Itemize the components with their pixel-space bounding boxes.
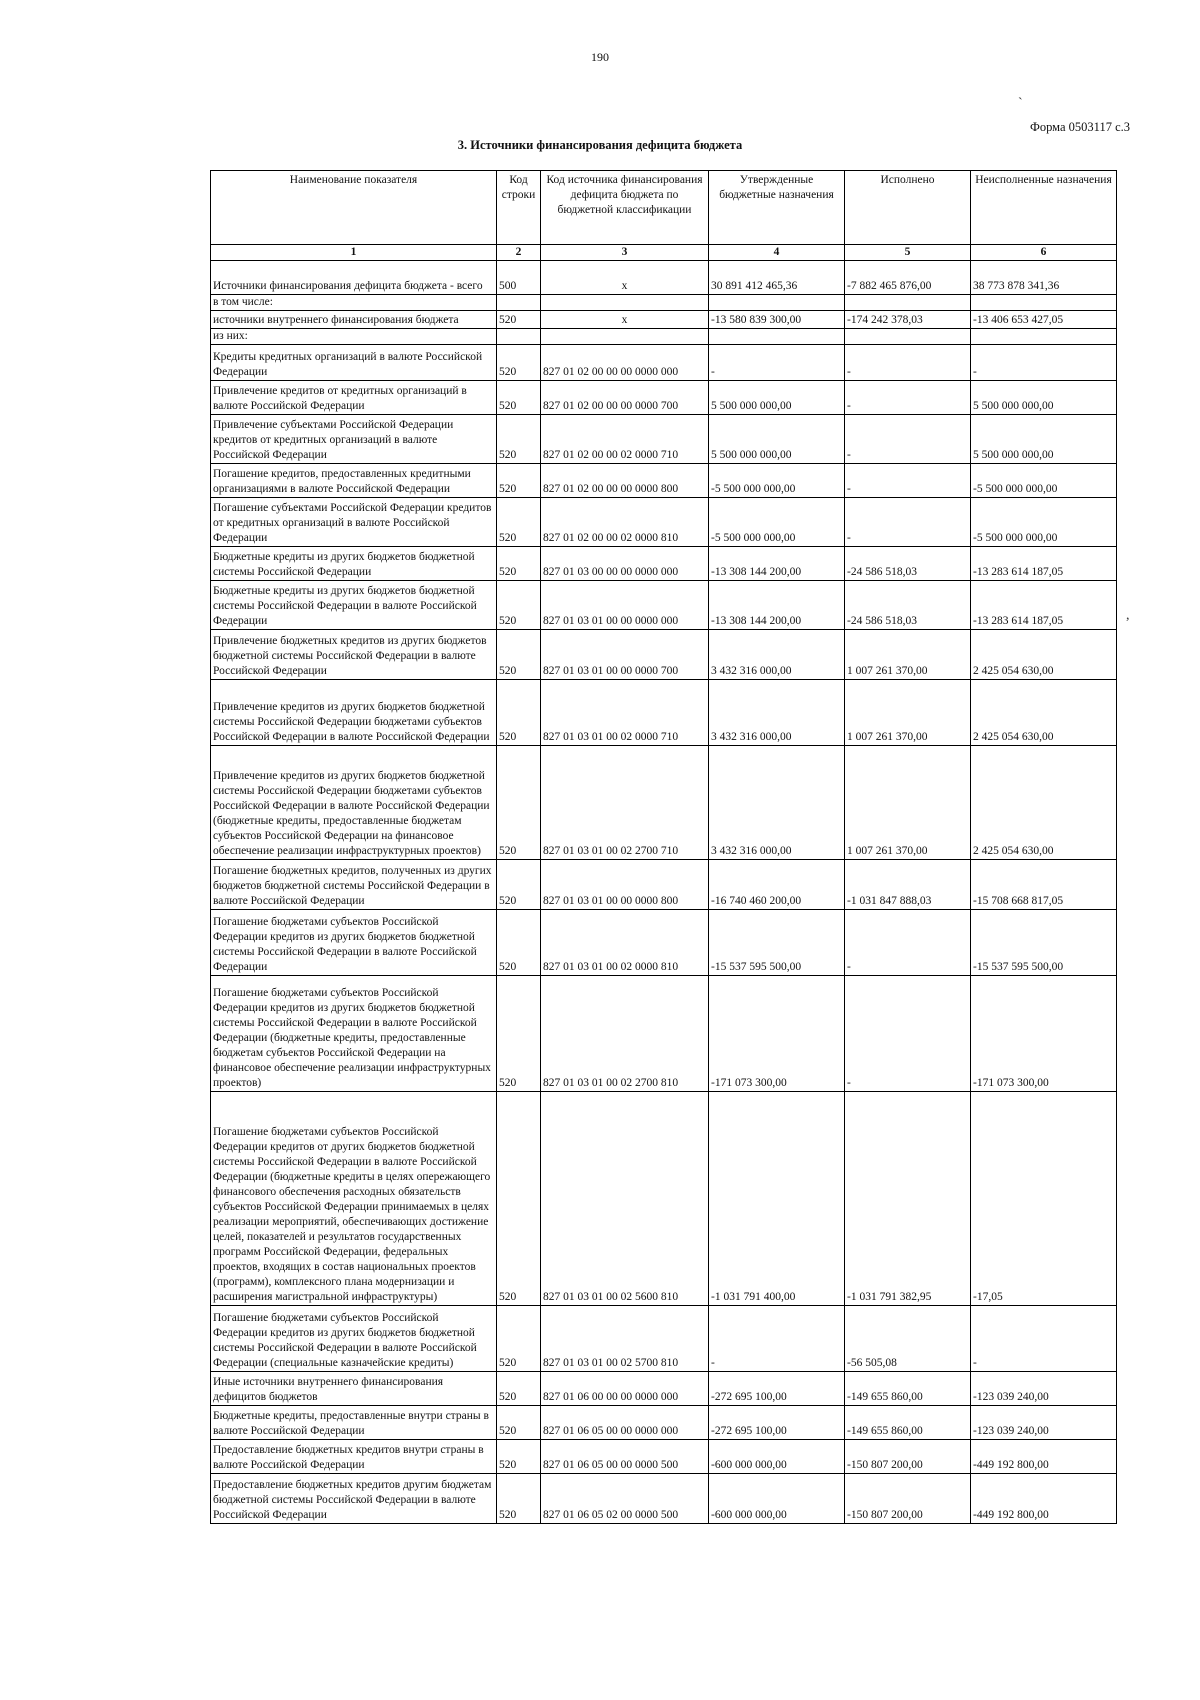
row-executed: 1 007 261 370,00	[845, 630, 971, 680]
table-row	[211, 261, 1117, 295]
row-source-code: 827 01 02 00 00 02 0000 710	[541, 415, 709, 464]
row-code: 520	[497, 581, 541, 630]
row-executed: -1 031 847 888,03	[845, 860, 971, 910]
column-number: 4	[709, 245, 845, 261]
row-name: Погашение субъектами Российской Федерации кредитов от кредитных организаций в валюте Российской Федерации	[211, 498, 497, 547]
row-executed: -150 807 200,00	[845, 1440, 971, 1474]
header-approved: Утвержденные бюджетные назначения	[709, 171, 845, 245]
row-name: Погашение бюджетами субъектов Российской Федерации кредитов от других бюджетов бюджетной системы Российской Федерации в валюте Российской Федерации (бюджетные кредиты в целях опережающего финансового обеспечения расходных обязательств субъектов Российской Федерации принимаемых в целях реализации мероприятий, обеспечивающих достижение целей, показателей и результатов государственных программ Российской Федерации, федеральных проектов, входящих в состав национальных проектов (программ), комплексного плана модернизации и расширения магистральной инфраструктуры)	[211, 1092, 497, 1306]
row-code: 520	[497, 1474, 541, 1524]
row-code	[497, 295, 541, 311]
table-row	[211, 311, 1117, 329]
row-source-code: 827 01 02 00 00 00 0000 800	[541, 464, 709, 498]
row-unexecuted: 2 425 054 630,00	[971, 630, 1117, 680]
row-code: 520	[497, 630, 541, 680]
row-source-code: 827 01 03 01 00 02 0000 810	[541, 910, 709, 976]
row-unexecuted: -	[971, 345, 1117, 381]
row-approved	[709, 295, 845, 311]
row-approved: -13 580 839 300,00	[709, 311, 845, 329]
row-source-code: 827 01 03 01 00 02 5700 810	[541, 1306, 709, 1372]
row-executed: -149 655 860,00	[845, 1406, 971, 1440]
header-source-code: Код источника финансирования дефицита бюджета по бюджетной классификации	[541, 171, 709, 245]
row-source-code: 827 01 06 05 00 00 0000 500	[541, 1440, 709, 1474]
row-source-code: 827 01 03 01 00 00 0000 700	[541, 630, 709, 680]
row-source-code: 827 01 03 01 00 00 0000 800	[541, 860, 709, 910]
table-row	[211, 345, 1117, 381]
row-name: Погашение бюджетных кредитов, полученных из других бюджетов бюджетной системы Российской Федерации в валюте Российской Федерации	[211, 860, 497, 910]
row-name: Привлечение кредитов из других бюджетов бюджетной системы Российской Федерации бюджетами субъектов Российской Федерации в валюте Российской Федерации	[211, 680, 497, 746]
row-code: 520	[497, 547, 541, 581]
row-code: 520	[497, 415, 541, 464]
table-row	[211, 1372, 1117, 1406]
row-executed	[845, 329, 971, 345]
row-source-code: 827 01 03 00 00 00 0000 000	[541, 547, 709, 581]
row-unexecuted: -123 039 240,00	[971, 1406, 1117, 1440]
row-unexecuted: -13 406 653 427,05	[971, 311, 1117, 329]
row-approved: -	[709, 345, 845, 381]
header-unexecuted: Неисполненные назначения	[971, 171, 1117, 245]
column-number: 2	[497, 245, 541, 261]
row-approved: -16 740 460 200,00	[709, 860, 845, 910]
row-name: Иные источники внутреннего финансирования дефицитов бюджетов	[211, 1372, 497, 1406]
row-source-code: 827 01 02 00 00 02 0000 810	[541, 498, 709, 547]
row-name: Бюджетные кредиты, предоставленные внутри страны в валюте Российской Федерации	[211, 1406, 497, 1440]
table-row	[211, 295, 1117, 311]
row-executed: -149 655 860,00	[845, 1372, 971, 1406]
row-code	[497, 329, 541, 345]
row-approved: 3 432 316 000,00	[709, 630, 845, 680]
row-unexecuted: -449 192 800,00	[971, 1474, 1117, 1524]
row-code: 520	[497, 860, 541, 910]
row-approved: 30 891 412 465,36	[709, 261, 845, 295]
row-source-code: 827 01 03 01 00 00 0000 000	[541, 581, 709, 630]
row-unexecuted: -449 192 800,00	[971, 1440, 1117, 1474]
row-executed: -	[845, 498, 971, 547]
row-code: 520	[497, 311, 541, 329]
header-indicator-name: Наименование показателя	[211, 171, 497, 245]
row-source-code: x	[541, 311, 709, 329]
financing-sources-table	[210, 170, 1117, 1524]
row-source-code: 827 01 06 00 00 00 0000 000	[541, 1372, 709, 1406]
row-executed: -	[845, 910, 971, 976]
row-source-code: 827 01 03 01 00 02 5600 810	[541, 1092, 709, 1306]
header-row-code: Код строки	[497, 171, 541, 245]
form-code: Форма 0503117 с.3	[1029, 120, 1130, 134]
row-name: Бюджетные кредиты из других бюджетов бюджетной системы Российской Федерации в валюте Российской Федерации	[211, 581, 497, 630]
table-row	[211, 860, 1117, 910]
row-source-code: 827 01 03 01 00 02 0000 710	[541, 680, 709, 746]
column-number: 6	[971, 245, 1117, 261]
row-code: 520	[497, 345, 541, 381]
row-name: Погашение бюджетами субъектов Российской Федерации кредитов из других бюджетов бюджетной системы Российской Федерации в валюте Российской Федерации	[211, 910, 497, 976]
row-executed: -24 586 518,03	[845, 547, 971, 581]
row-executed: -1 031 791 382,95	[845, 1092, 971, 1306]
table-row	[211, 464, 1117, 498]
table-row	[211, 329, 1117, 345]
row-unexecuted: -5 500 000 000,00	[971, 498, 1117, 547]
row-code: 520	[497, 381, 541, 415]
row-name: Источники финансирования дефицита бюджета - всего	[211, 261, 497, 295]
row-approved: -5 500 000 000,00	[709, 464, 845, 498]
row-source-code: 827 01 06 05 02 00 0000 500	[541, 1474, 709, 1524]
row-unexecuted: 2 425 054 630,00	[971, 680, 1117, 746]
column-number-row	[211, 245, 1117, 261]
table-row	[211, 547, 1117, 581]
row-unexecuted: 5 500 000 000,00	[971, 381, 1117, 415]
table-row	[211, 381, 1117, 415]
row-executed	[845, 295, 971, 311]
row-source-code: x	[541, 261, 709, 295]
row-name: Привлечение кредитов из других бюджетов бюджетной системы Российской Федерации бюджетами субъектов Российской Федерации в валюте Российской Федерации (бюджетные кредиты, предоставленные бюджетам субъектов Российской Федерации на финансовое обеспечение реализации инфраструктурных проектов)	[211, 746, 497, 860]
row-approved: 5 500 000 000,00	[709, 381, 845, 415]
row-approved: 3 432 316 000,00	[709, 680, 845, 746]
row-code: 520	[497, 464, 541, 498]
table-row	[211, 415, 1117, 464]
scan-artifact-mark: ,	[1126, 608, 1130, 623]
row-unexecuted: 2 425 054 630,00	[971, 746, 1117, 860]
row-executed: -174 242 378,03	[845, 311, 971, 329]
row-approved: -	[709, 1306, 845, 1372]
row-executed: -	[845, 464, 971, 498]
table-row	[211, 498, 1117, 547]
table-row	[211, 910, 1117, 976]
row-code: 520	[497, 1092, 541, 1306]
row-code: 520	[497, 1406, 541, 1440]
row-unexecuted: -15 708 668 817,05	[971, 860, 1117, 910]
row-approved: -600 000 000,00	[709, 1440, 845, 1474]
scan-artifact-mark: `	[1018, 96, 1023, 111]
row-executed: 1 007 261 370,00	[845, 680, 971, 746]
row-name: Кредиты кредитных организаций в валюте Российской Федерации	[211, 345, 497, 381]
row-unexecuted: 38 773 878 341,36	[971, 261, 1117, 295]
row-unexecuted: -5 500 000 000,00	[971, 464, 1117, 498]
table-row	[211, 1474, 1117, 1524]
table-row	[211, 630, 1117, 680]
row-code: 520	[497, 976, 541, 1092]
row-name: источники внутреннего финансирования бюджета	[211, 311, 497, 329]
row-executed: -7 882 465 876,00	[845, 261, 971, 295]
row-name: из них:	[211, 329, 497, 345]
row-source-code: 827 01 03 01 00 02 2700 810	[541, 976, 709, 1092]
row-source-code: 827 01 03 01 00 02 2700 710	[541, 746, 709, 860]
row-code: 520	[497, 910, 541, 976]
row-source-code: 827 01 02 00 00 00 0000 700	[541, 381, 709, 415]
row-unexecuted: 5 500 000 000,00	[971, 415, 1117, 464]
row-executed: -24 586 518,03	[845, 581, 971, 630]
row-name: Привлечение бюджетных кредитов из других бюджетов бюджетной системы Российской Федерации в валюте Российской Федерации	[211, 630, 497, 680]
row-name: Привлечение кредитов от кредитных организаций в валюте Российской Федерации	[211, 381, 497, 415]
row-approved: -13 308 144 200,00	[709, 581, 845, 630]
row-approved: -600 000 000,00	[709, 1474, 845, 1524]
row-executed: -	[845, 976, 971, 1092]
row-source-code	[541, 329, 709, 345]
table-row	[211, 976, 1117, 1092]
row-unexecuted: -17,05	[971, 1092, 1117, 1306]
column-number: 5	[845, 245, 971, 261]
row-executed: -	[845, 381, 971, 415]
row-name: Бюджетные кредиты из других бюджетов бюджетной системы Российской Федерации	[211, 547, 497, 581]
table-row	[211, 1406, 1117, 1440]
row-approved: -1 031 791 400,00	[709, 1092, 845, 1306]
row-name: Погашение бюджетами субъектов Российской Федерации кредитов из других бюджетов бюджетной системы Российской Федерации в валюте Российской Федерации (бюджетные кредиты, предоставленные бюджетам субъектов Российской Федерации на финансовое обеспечение реализации инфраструктурных проектов)	[211, 976, 497, 1092]
row-approved: -272 695 100,00	[709, 1372, 845, 1406]
row-unexecuted: -171 073 300,00	[971, 976, 1117, 1092]
row-approved: -171 073 300,00	[709, 976, 845, 1092]
row-unexecuted: -123 039 240,00	[971, 1372, 1117, 1406]
table-row	[211, 680, 1117, 746]
row-executed: -56 505,08	[845, 1306, 971, 1372]
table-header-row	[211, 171, 1117, 245]
section-title: 3. Источники финансирования дефицита бюджета	[457, 138, 743, 152]
row-executed: 1 007 261 370,00	[845, 746, 971, 860]
row-code: 500	[497, 261, 541, 295]
table-row	[211, 1440, 1117, 1474]
row-approved: -15 537 595 500,00	[709, 910, 845, 976]
table-row	[211, 1306, 1117, 1372]
row-approved: -272 695 100,00	[709, 1406, 845, 1440]
row-code: 520	[497, 680, 541, 746]
table-row	[211, 581, 1117, 630]
row-approved: -13 308 144 200,00	[709, 547, 845, 581]
row-executed: -	[845, 345, 971, 381]
row-code: 520	[497, 746, 541, 860]
row-approved: -5 500 000 000,00	[709, 498, 845, 547]
row-name: Погашение бюджетами субъектов Российской Федерации кредитов из других бюджетов бюджетной системы Российской Федерации в валюте Российской Федерации (специальные казначейские кредиты)	[211, 1306, 497, 1372]
column-number: 3	[541, 245, 709, 261]
header-executed: Исполнено	[845, 171, 971, 245]
row-unexecuted: -13 283 614 187,05	[971, 547, 1117, 581]
row-unexecuted	[971, 329, 1117, 345]
row-approved: 3 432 316 000,00	[709, 746, 845, 860]
row-source-code: 827 01 06 05 00 00 0000 000	[541, 1406, 709, 1440]
row-name: Привлечение субъектами Российской Федерации кредитов от кредитных организаций в валюте Российской Федерации	[211, 415, 497, 464]
row-name: Предоставление бюджетных кредитов другим бюджетам бюджетной системы Российской Федерации в валюте Российской Федерации	[211, 1474, 497, 1524]
row-unexecuted: -15 537 595 500,00	[971, 910, 1117, 976]
row-name: в том числе:	[211, 295, 497, 311]
row-source-code: 827 01 02 00 00 00 0000 000	[541, 345, 709, 381]
row-code: 520	[497, 1440, 541, 1474]
row-code: 520	[497, 1306, 541, 1372]
row-unexecuted: -	[971, 1306, 1117, 1372]
row-executed: -	[845, 415, 971, 464]
row-source-code	[541, 295, 709, 311]
column-number: 1	[211, 245, 497, 261]
table-row	[211, 746, 1117, 860]
row-unexecuted	[971, 295, 1117, 311]
row-code: 520	[497, 498, 541, 547]
row-name: Погашение кредитов, предоставленных кредитными организациями в валюте Российской Федерации	[211, 464, 497, 498]
row-name: Предоставление бюджетных кредитов внутри страны в валюте Российской Федерации	[211, 1440, 497, 1474]
row-approved	[709, 329, 845, 345]
row-code: 520	[497, 1372, 541, 1406]
table-row	[211, 1092, 1117, 1306]
row-approved: 5 500 000 000,00	[709, 415, 845, 464]
row-unexecuted: -13 283 614 187,05	[971, 581, 1117, 630]
page-number: 190	[591, 50, 609, 64]
row-executed: -150 807 200,00	[845, 1474, 971, 1524]
